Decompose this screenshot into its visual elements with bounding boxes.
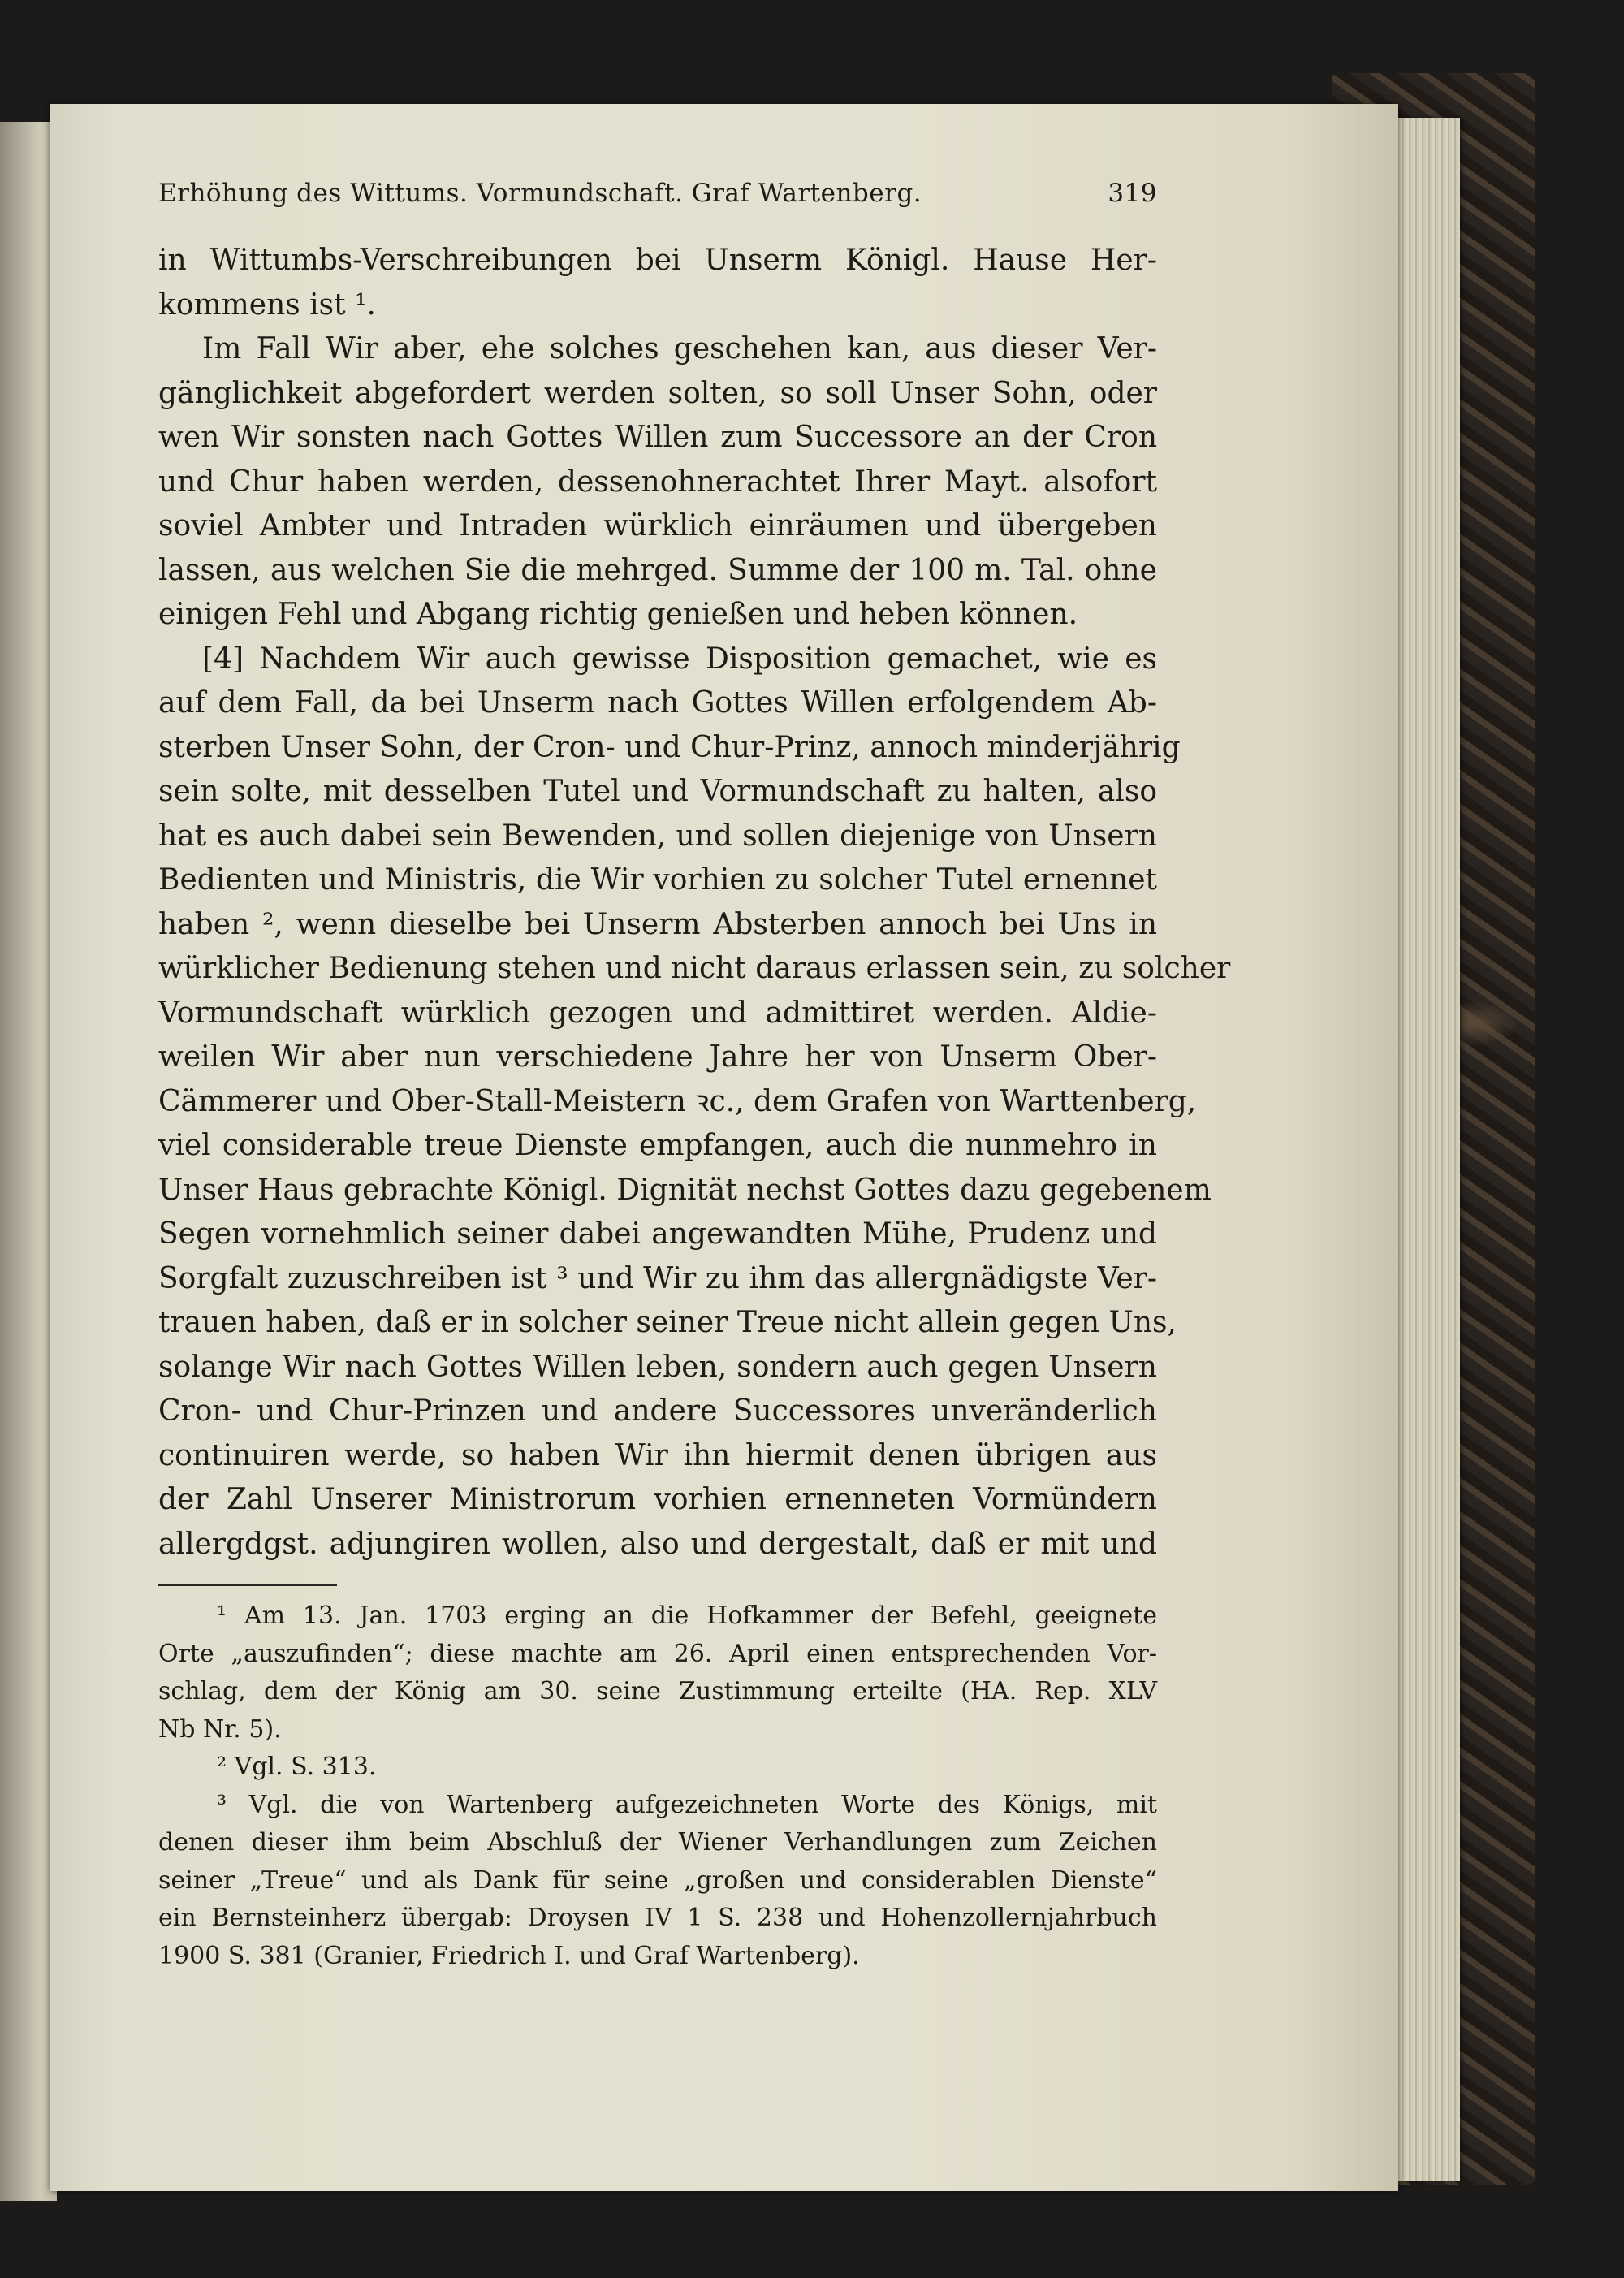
body-line: und Chur haben werden, dessenohnerachtet Ihrer Mayt. alsofort [158,465,1157,499]
running-header [158,179,1157,208]
footnote-line: seiner „Treue“ und als Dank für seine „großen und considerablen Dienste“ [158,1865,1157,1895]
running-title: Erhöhung des Wittums. Vormundschaft. Graf Wartenberg. [158,179,922,208]
footnote-line: ³ Vgl. die von Wartenberg aufgezeichneten Worte des Königs, mit [217,1790,1157,1819]
body-line: haben ², wenn dieselbe bei Unserm Absterben annoch bei Uns in [158,907,1157,941]
body-line: Segen vornehmlich seiner dabei angewandten Mühe, Prudenz und [158,1217,1157,1251]
body-line: sterben Unser Sohn, der Cron- und Chur-Prinz, annoch minderjährig [158,730,1181,764]
body-line: solange Wir nach Gottes Willen leben, sondern auch gegen Unsern [158,1350,1157,1384]
body-line: Cron- und Chur-Prinzen und andere Successores unveränderlich [158,1394,1157,1428]
body-line: Bedienten und Ministris, die Wir vorhien zu solcher Tutel ernennet [158,863,1157,897]
body-line: einigen Fehl und Abgang richtig genießen und heben können. [158,598,1078,631]
facing-page-edge [0,122,57,2201]
body-line: Im Fall Wir aber, ehe solches geschehen kan, aus dieser Ver- [202,332,1157,365]
body-line: Cämmerer und Ober-Stall-Meistern ꝛc., dem Grafen von Warttenberg, [158,1084,1197,1118]
footnote-rule [158,1584,337,1586]
footnote-line: Nb Nr. 5). [158,1714,282,1744]
footnote-line: Orte „auszufinden“; diese machte am 26. April einen entsprechenden Vor- [158,1639,1157,1668]
body-line: der Zahl Unserer Ministrorum vorhien ernenneten Vormündern [158,1483,1157,1516]
footnote-line: ein Bernsteinherz übergab: Droysen IV 1 S. 238 und Hohenzollernjahrbuch [158,1904,1157,1932]
body-line: Unser Haus gebrachte Königl. Dignität nechst Gottes dazu gegebenem [158,1173,1212,1207]
body-line: trauen haben, daß er in solcher seiner Treue nicht allein gegen Uns, [158,1306,1177,1339]
body-line: Sorgfalt zuzuschreiben ist ³ und Wir zu ihm das allergnädigste Ver- [158,1261,1157,1295]
body-line: sein solte, mit desselben Tutel und Vormundschaft zu halten, also [158,775,1157,808]
footnote-line: ² Vgl. S. 313. [217,1753,377,1781]
body-line: würklicher Bedienung stehen und nicht daraus erlassen sein, zu solcher [158,952,1231,985]
body-line: soviel Ambter und Intraden würklich einräumen und übergeben [158,509,1157,542]
body-line: viel considerable treue Dienste empfangen, auch die nunmehro in [158,1129,1157,1162]
body-line: continuiren werde, so haben Wir ihn hiermit denen übrigen aus [158,1438,1157,1472]
footnote-line: ¹ Am 13. Jan. 1703 erging an die Hofkammer der Befehl, geeignete [217,1602,1157,1630]
body-line: hat es auch dabei sein Bewenden, und sollen diejenige von Unsern [158,819,1157,853]
page-number: 319 [1108,179,1157,208]
body-text [158,239,1231,1567]
footnote-line: denen dieser ihm beim Abschluß der Wiener Verhandlungen zum Zeichen [158,1828,1157,1857]
body-line: weilen Wir aber nun verschiedene Jahre her von Unserm Ober- [158,1040,1157,1074]
body-line: gänglichkeit abgefordert werden solten, so soll Unser Sohn, oder [158,376,1157,410]
body-line: wen Wir sonsten nach Gottes Willen zum Successore an der Cron [158,421,1157,454]
body-line: [4] Nachdem Wir auch gewisse Disposition gemachet, wie es [202,642,1157,676]
footnote-line: schlag, dem der König am 30. seine Zustimmung erteilte (HA. Rep. XLV [158,1677,1157,1705]
body-line: Vormundschaft würklich gezogen und admittiret werden. Aldie- [158,996,1157,1030]
footnote-line: 1900 S. 381 (Granier, Friedrich I. und Graf Wartenberg). [158,1941,860,1970]
body-line: lassen, aus welchen Sie die mehrged. Summe der 100 m. Tal. ohne [158,553,1157,587]
body-line: auf dem Fall, da bei Unserm nach Gottes Willen erfolgendem Ab- [158,686,1157,720]
body-line: in Wittumbs-Verschreibungen bei Unserm Königl. Hause Her- [158,244,1157,277]
body-line: kommens ist ¹. [158,287,376,322]
footnotes [158,1597,1157,1975]
body-line: allergdgst. adjungiren wollen, also und dergestalt, daß er mit und [158,1527,1157,1561]
page-text [158,179,1231,1975]
